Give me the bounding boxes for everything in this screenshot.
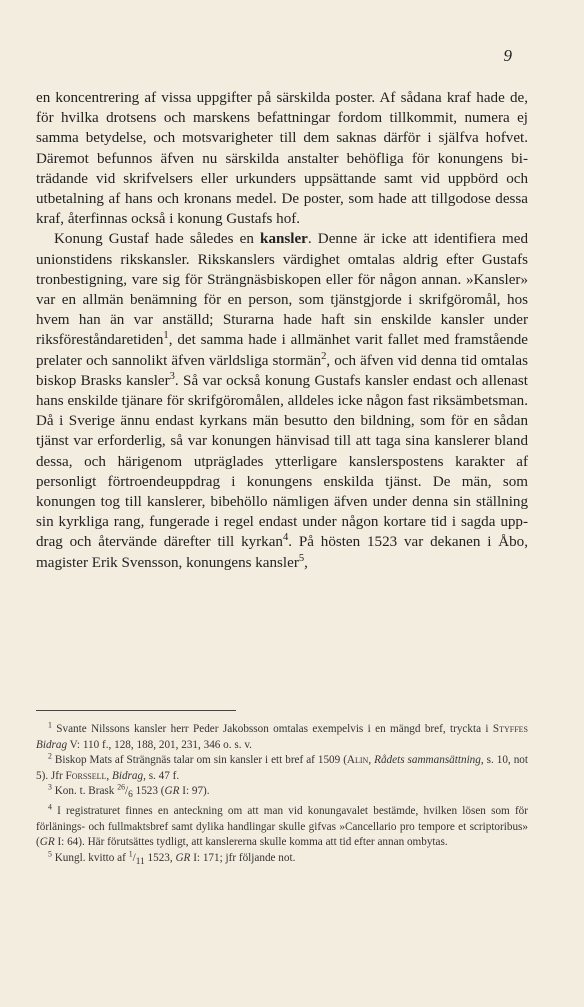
- footnote-marker: 3: [169, 370, 175, 382]
- text-run: 1523 (: [132, 785, 165, 798]
- text-run: Kon. t. Brask: [51, 785, 118, 798]
- text-run: GR: [39, 836, 55, 849]
- paragraph: [36, 88, 528, 229]
- text-run: , och äfven vid denna tid omtalas biskop Brasks kansler: [36, 352, 528, 389]
- text-run: Kungl. kvitto af: [51, 851, 129, 864]
- footnote-divider: [36, 710, 236, 711]
- text-run: ,: [368, 754, 375, 767]
- text-run: 11: [135, 857, 145, 868]
- footnote: [36, 722, 528, 753]
- text-run: Alin: [346, 754, 369, 767]
- text-run: I: 171; jfr följande not.: [190, 851, 296, 864]
- footnote-marker: 26: [117, 782, 126, 792]
- footnote-marker: 4: [282, 532, 289, 544]
- text-run: Konung Gustaf hade således en: [54, 231, 261, 248]
- text-run: I: 64). Här förutsättes tydligt, att kanslererna skulle komma att tid efter annan ombytas.: [54, 836, 448, 849]
- footnote-marker: 2: [48, 751, 52, 761]
- text-run: ,: [106, 769, 113, 782]
- footnote-marker: 1: [48, 720, 52, 730]
- footnote-marker: 3: [48, 782, 52, 792]
- footnote: [36, 804, 528, 851]
- text-run: GR: [175, 851, 191, 864]
- text-run: I registraturet finnes en anteckning om att man vid konungavalet bestämde, hvilken lösen som för förlänings- och fullmaktsbref samt dylika handlingar skulle gifvas »Cancellario pro tempore et scriptoribus» (: [36, 805, 528, 849]
- text-run: . På hösten 1523 var dekanen i Åbo, magister Erik Svensson, konungens kansler: [36, 534, 528, 571]
- text-run: /: [125, 785, 129, 798]
- text-run: Svante Nilssons kansler herr Peder Jakobsson omtalas exempelvis i en mängd bref, tryckta i: [51, 723, 493, 735]
- text-run: V: 110 f., 128, 188, 201, 231, 346 o. s. v.: [67, 738, 252, 751]
- text-run: 6: [128, 790, 133, 801]
- footnotes: [36, 722, 528, 871]
- footnote-marker: 2: [321, 350, 327, 362]
- text-run: Bidrag: [36, 738, 68, 751]
- text-run: GR: [164, 785, 180, 798]
- text-run: ,: [304, 554, 308, 571]
- text-run: , det samma hade i allmänhet varit fallet med framstående prelater och sannolikt äfven världsliga stormän: [36, 332, 528, 369]
- text-run: Bidrag: [112, 769, 144, 782]
- text-run: . Denne är icke att identifiera med unionstidens rikskansler. Rikskanslers värdighet omtalas aldrig efter Gustafs tronbestigning, vare sig för Strängnäsbiskopen eller för någon annan. »Kansler» var en allmän benämning för en person, som tjänstgjorde i skrifgöromål, hos hvem han än var anställd; Sturarna hade haft sin enskilde kansler under riksföreståndaretiden: [36, 231, 528, 349]
- footnote-marker: 4: [48, 802, 52, 812]
- footnote-marker: 5: [298, 552, 305, 564]
- text-run: /: [132, 851, 136, 864]
- body-text: [36, 88, 528, 573]
- text-run: kansler: [260, 231, 308, 248]
- footnote-marker: 5: [48, 849, 52, 859]
- page-number: 9: [503, 46, 512, 65]
- footnote-marker: 1: [128, 849, 133, 859]
- footnote: [36, 753, 528, 784]
- text-run: Rådets sammansättning: [374, 754, 481, 767]
- paragraph: [36, 229, 528, 572]
- text-run: . Så var också konung Gustafs kansler endast och allenast hans enskilde tjänare för skrifgöromålen, alldeles icke någon fast riksämbetsman. Då i Sverige ännu endast kyrkans män besutto den bildning, som för en sådan tjänst var erforderlig, så var konungen hänvisad till att taga sina kanslerer bland dessa, och härigenom utpräglades ytterligare kanslerspostens karakter af personligt förtroendeuppdrag i konungens enskilda tjänst. De män, som konungen tog till kanslerer, bibehöllo nämligen äfven under denna sin ställning sin kyrkliga rang, fungerade i regel endast under någon kortare tid i sagda uppdrag och återvände därefter till kyrkan: [36, 372, 529, 551]
- text-run: Biskop Mats af Strängnäs talar om sin kansler i ett bref af 1509 (: [51, 754, 347, 767]
- footnote: [36, 784, 528, 804]
- text-run: Forssell: [65, 769, 107, 782]
- text-run: I: 97).: [179, 785, 210, 798]
- text-run: en koncentrering af vissa uppgifter på särskilda poster. Af sådana kraf hade de, för hvilka drotsens och marskens befattningar fordom tillkommit, numera ej samma betydelse, och motsvarigheter till dem saknas därför i själfva hofvet. Däremot befunnos äfven nu särskilda anstalter behöfliga för konungens biträdande vid skrifvelsers eller urkunders uppsättande samt vid uppbörd och utbetalning af hans och kronans medel. De poster, som hade att tillgodose dessa kraf, återfinnas också i konung Gustafs hof.: [36, 90, 528, 228]
- footnote: [36, 851, 528, 871]
- text-run: , s. 47 f.: [143, 769, 180, 782]
- text-run: 1523,: [144, 851, 176, 864]
- footnote-marker: 1: [163, 330, 169, 342]
- text-run: , s. 10, not 5). Jfr: [36, 754, 528, 782]
- text-run: Styffes: [492, 723, 528, 735]
